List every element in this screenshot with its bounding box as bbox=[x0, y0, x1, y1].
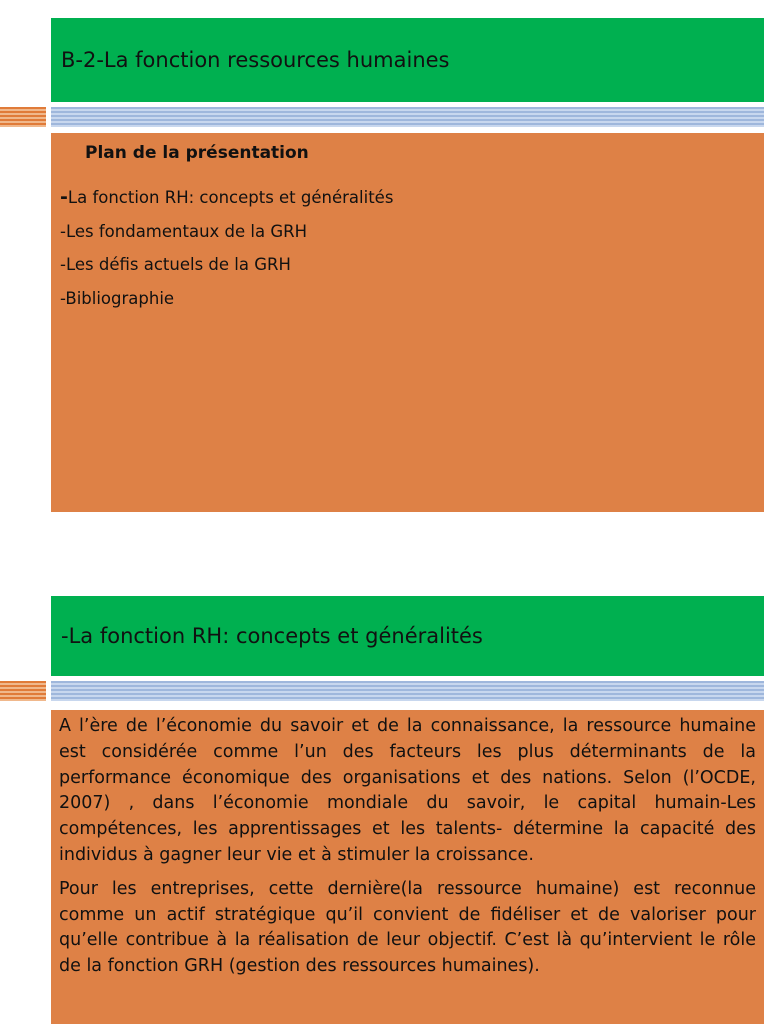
slide-content-box bbox=[51, 710, 764, 1024]
plan-item bbox=[60, 248, 754, 282]
list-dash: - bbox=[60, 255, 66, 274]
plan-item bbox=[60, 181, 754, 215]
plan-item-text: Bibliographie bbox=[65, 288, 175, 308]
list-dash: - bbox=[60, 186, 68, 208]
slide-title-bar bbox=[51, 596, 764, 676]
plan-item bbox=[60, 282, 754, 316]
plan-title: Plan de la présentation bbox=[85, 143, 309, 163]
plan-item bbox=[60, 215, 754, 249]
slide-2 bbox=[0, 580, 768, 1024]
plan-item-text: La fonction RH: concepts et généralités bbox=[67, 188, 394, 207]
slide-title: -La fonction RH: concepts et généralités bbox=[61, 624, 483, 648]
slide-title: B-2-La fonction ressources humaines bbox=[61, 48, 450, 72]
plan-list bbox=[60, 181, 754, 315]
paragraph: A l’ère de l’économie du savoir et de la connaissance, la ressource humaine est considérée comme l’un des facteurs les plus déterminants de la performance économique des organisations et des nations. Selon (l’OCDE, 2007) , dans l’économie mondiale du savoir, le capital humain-Les compétences, les apprentissages et les talents- détermine la capacité des individus à gagner leur vie et à stimuler la croissance. bbox=[59, 716, 756, 865]
list-dash: - bbox=[60, 288, 66, 308]
list-dash: - bbox=[60, 221, 66, 241]
plan-item-text: Les défis actuels de la GRH bbox=[65, 255, 291, 274]
separator-blue bbox=[51, 681, 764, 701]
separator-orange bbox=[0, 681, 46, 701]
slide-title-bar bbox=[51, 18, 764, 102]
separator-orange bbox=[0, 107, 46, 127]
plan-item-text: Les fondamentaux de la GRH bbox=[65, 221, 308, 241]
slide-content-box bbox=[51, 133, 764, 512]
paragraph: Pour les entreprises, cette dernière(la ressource humaine) est reconnue comme un actif stratégique qu’il convient de fidéliser et de valoriser pour qu’elle contribue à la réalisation de leur objectif. C’est là qu’intervient le rôle de la fonction GRH (gestion des ressources humaines). bbox=[59, 878, 756, 977]
separator-blue bbox=[51, 107, 764, 127]
